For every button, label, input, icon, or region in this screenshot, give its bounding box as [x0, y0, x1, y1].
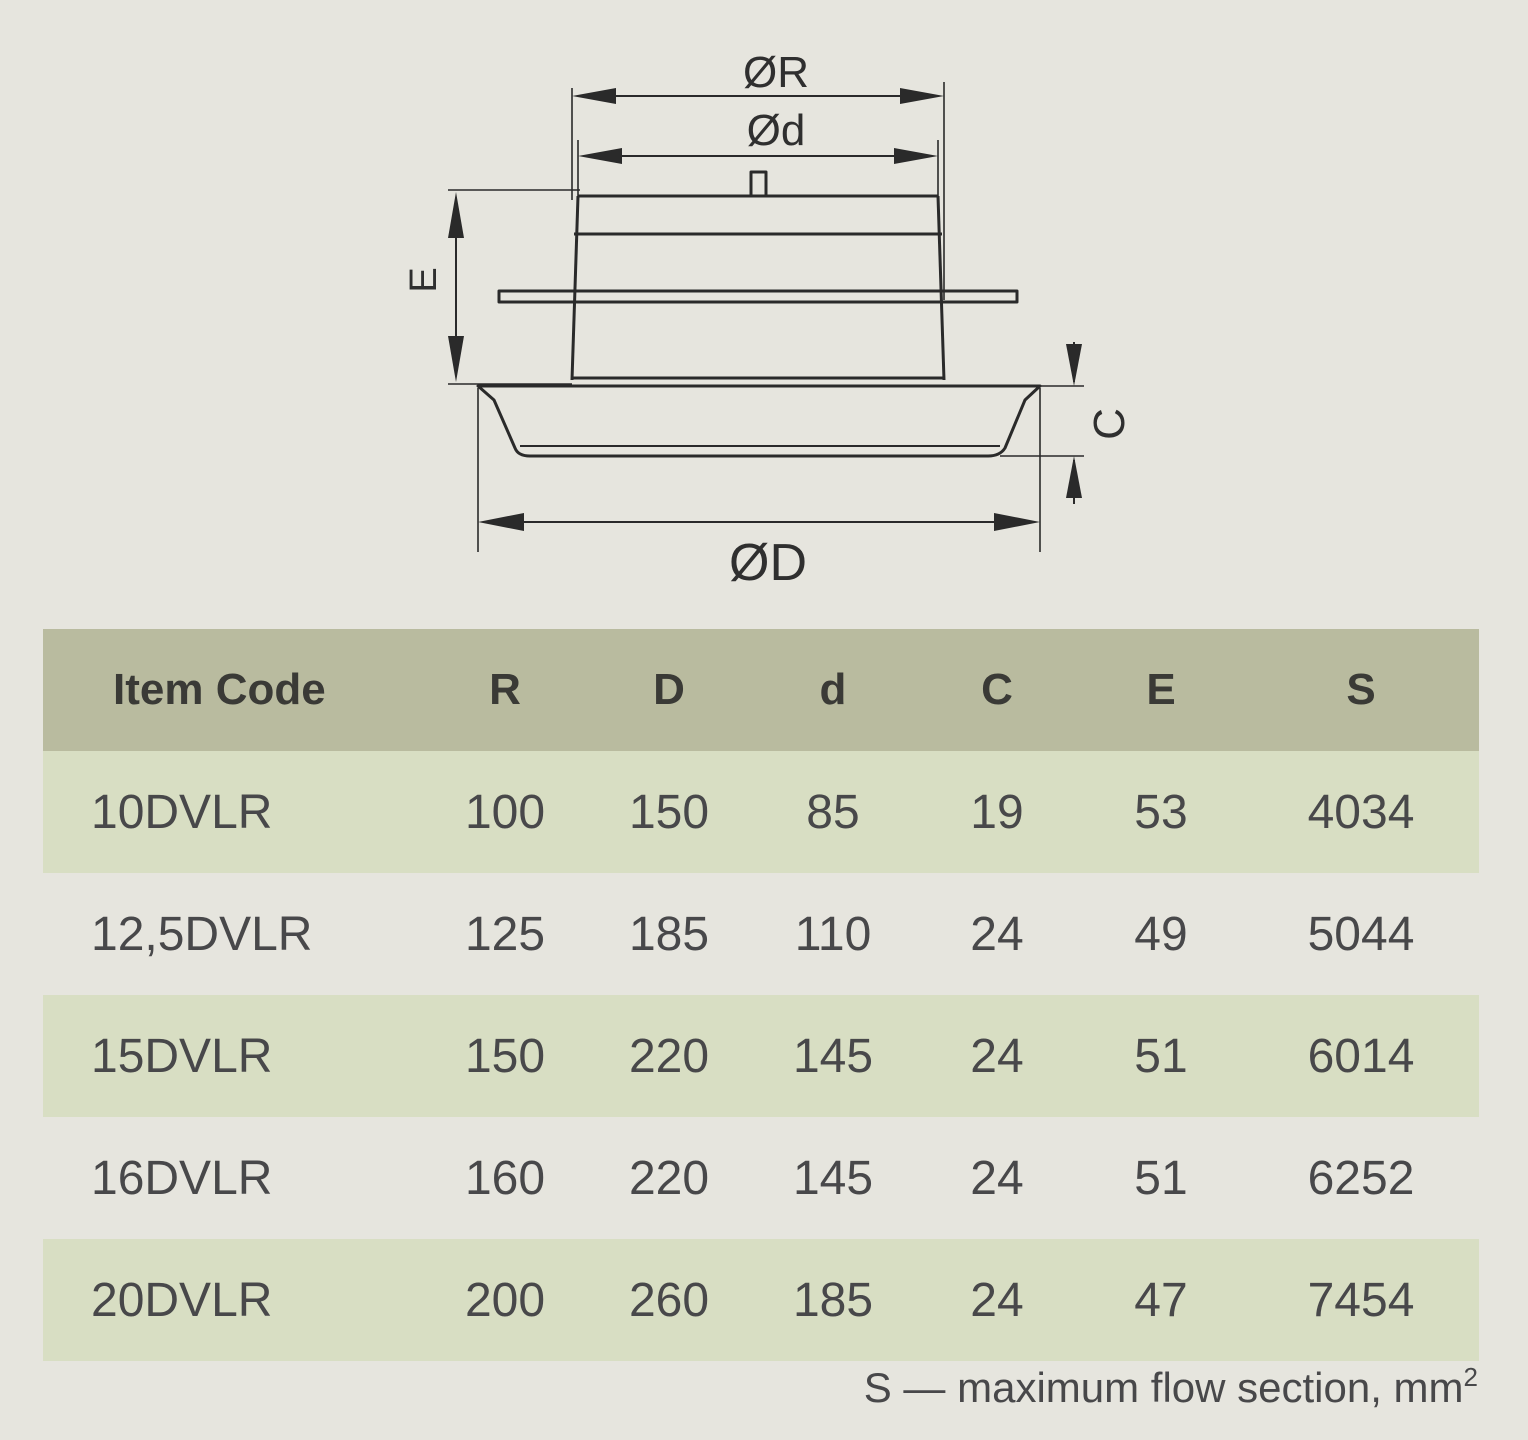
header-E: E: [1079, 629, 1243, 751]
dimension-d: [578, 106, 938, 200]
cell-D: 150: [587, 751, 751, 873]
cell-C: 24: [915, 873, 1079, 995]
spec-table: [43, 629, 1479, 1361]
label-C: C: [1085, 408, 1134, 440]
dimension-R: [572, 48, 944, 300]
table-row: [43, 751, 1479, 873]
label-d: Ød: [746, 106, 806, 155]
footnote: [864, 1362, 1478, 1412]
label-E: E: [403, 267, 445, 293]
cell-item-code: 10DVLR: [43, 751, 423, 873]
footnote-superscript: 2: [1463, 1362, 1478, 1392]
cell-D: 260: [587, 1239, 751, 1361]
cell-E: 47: [1079, 1239, 1243, 1361]
cell-item-code: 15DVLR: [43, 995, 423, 1117]
cell-R: 150: [423, 995, 587, 1117]
cell-R: 160: [423, 1117, 587, 1239]
cell-E: 51: [1079, 995, 1243, 1117]
table-row: [43, 873, 1479, 995]
cell-C: 24: [915, 995, 1079, 1117]
dimension-D: [478, 388, 1040, 592]
header-C: C: [915, 629, 1079, 751]
header-R: R: [423, 629, 587, 751]
technical-drawing: [0, 0, 1528, 610]
table-row: [43, 995, 1479, 1117]
header-d: d: [751, 629, 915, 751]
cell-item-code: 16DVLR: [43, 1117, 423, 1239]
cell-D: 220: [587, 1117, 751, 1239]
cell-R: 125: [423, 873, 587, 995]
cell-E: 49: [1079, 873, 1243, 995]
dimension-C: [1000, 342, 1134, 504]
header-S: S: [1243, 629, 1479, 751]
cell-d: 145: [751, 1117, 915, 1239]
table-header-row: [43, 629, 1479, 751]
cell-S: 5044: [1243, 873, 1479, 995]
cell-R: 100: [423, 751, 587, 873]
cell-d: 145: [751, 995, 915, 1117]
cell-D: 220: [587, 995, 751, 1117]
footnote-text: S — maximum flow section, mm: [863, 1364, 1464, 1411]
label-R: ØR: [743, 48, 809, 97]
table-row: [43, 1239, 1479, 1361]
cell-S: 7454: [1243, 1239, 1479, 1361]
cell-S: 6014: [1243, 995, 1479, 1117]
label-D: ØD: [729, 534, 807, 592]
cell-R: 200: [423, 1239, 587, 1361]
cell-d: 85: [751, 751, 915, 873]
header-D: D: [587, 629, 751, 751]
cell-d: 110: [751, 873, 915, 995]
cell-S: 4034: [1243, 751, 1479, 873]
cell-E: 53: [1079, 751, 1243, 873]
cell-S: 6252: [1243, 1117, 1479, 1239]
cell-C: 24: [915, 1117, 1079, 1239]
cell-E: 51: [1079, 1117, 1243, 1239]
cell-item-code: 12,5DVLR: [43, 873, 423, 995]
cell-C: 24: [915, 1239, 1079, 1361]
cell-item-code: 20DVLR: [43, 1239, 423, 1361]
diffuser-body: [478, 172, 1040, 456]
header-item-code: Item Code: [43, 629, 423, 751]
dimension-E: [403, 190, 580, 384]
table-row: [43, 1117, 1479, 1239]
cell-d: 185: [751, 1239, 915, 1361]
cell-C: 19: [915, 751, 1079, 873]
cell-D: 185: [587, 873, 751, 995]
